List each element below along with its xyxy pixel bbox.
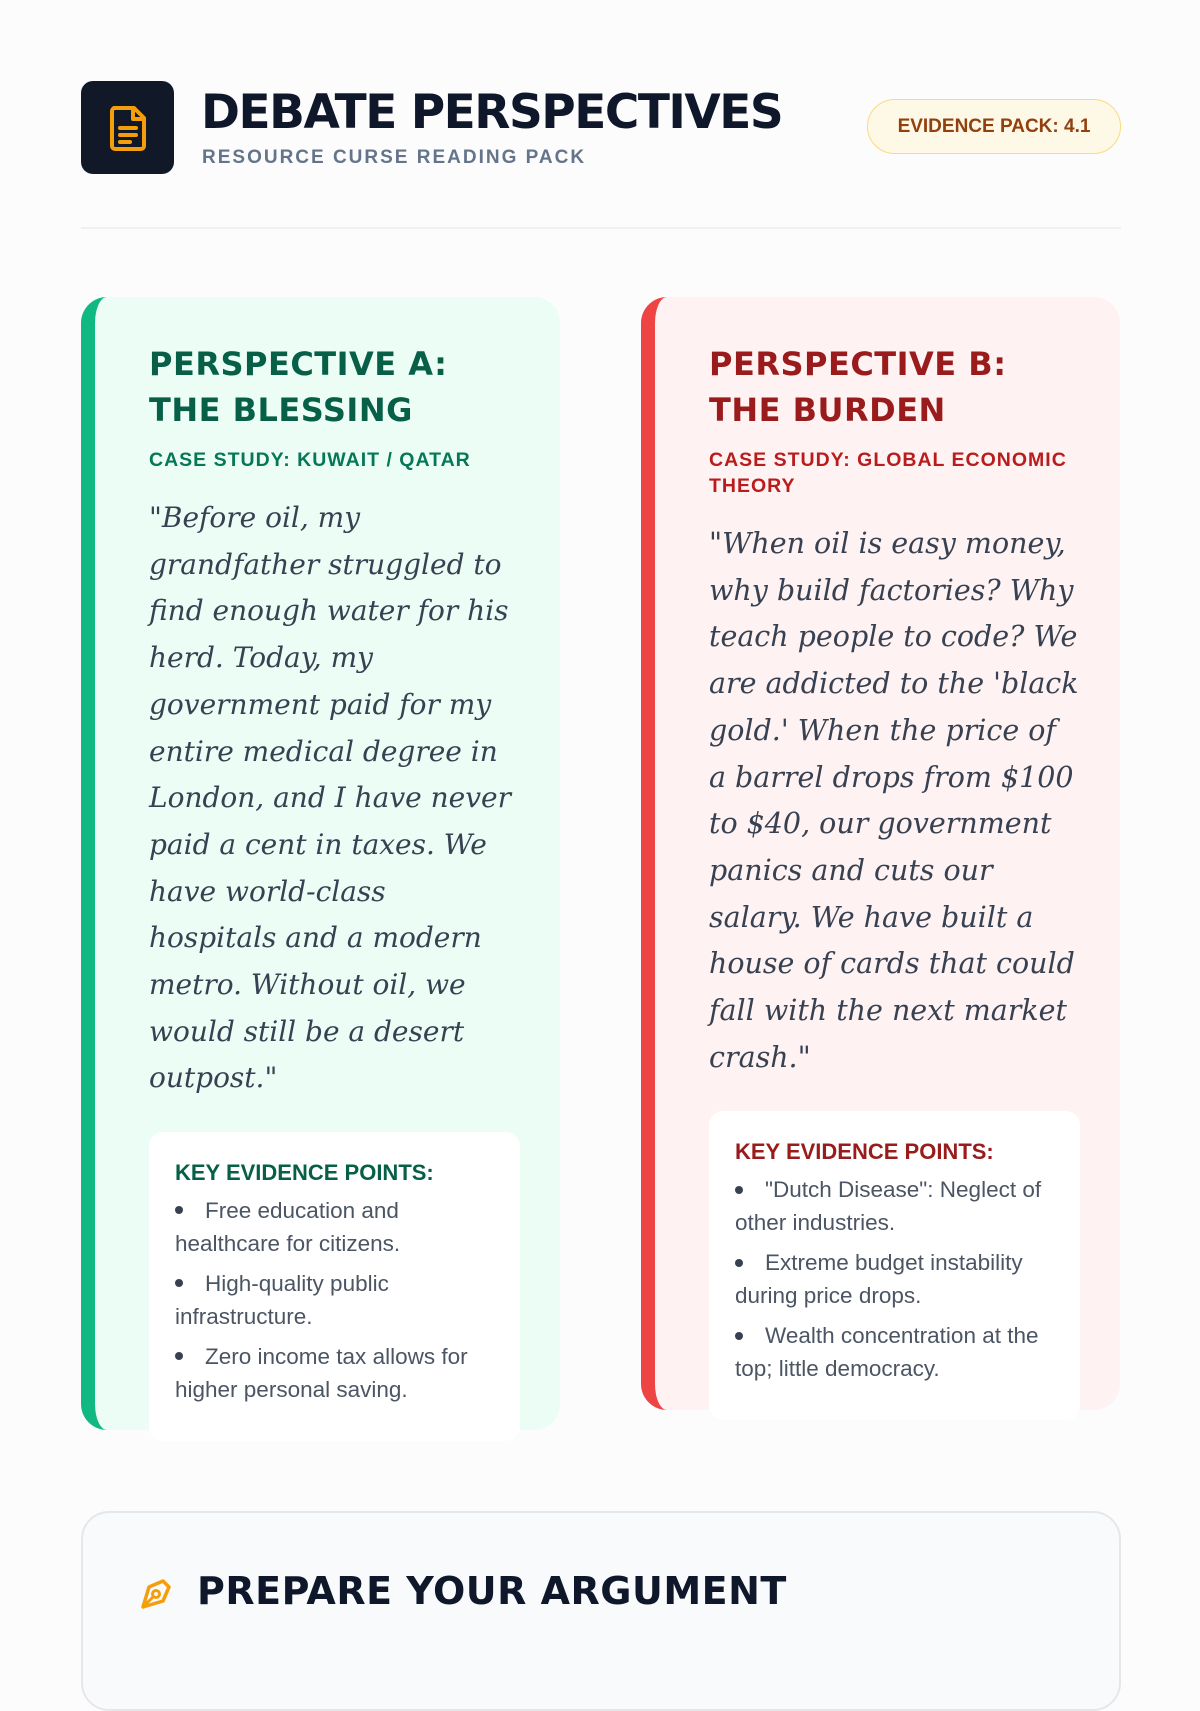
bullet-icon bbox=[175, 1352, 183, 1360]
section-title: PREPARE YOUR ARGUMENT bbox=[197, 1569, 787, 1613]
perspective-card-a bbox=[81, 297, 560, 1430]
evidence-item: Wealth concentration at the top; little democracy. bbox=[735, 1323, 1039, 1382]
evidence-box bbox=[149, 1132, 520, 1441]
evidence-box bbox=[709, 1111, 1080, 1420]
case-study-label: CASE STUDY: KUWAIT / QATAR bbox=[149, 449, 471, 471]
document-icon bbox=[106, 104, 150, 152]
page-title: DEBATE PERSPECTIVES bbox=[201, 85, 783, 140]
bullet-icon bbox=[175, 1206, 183, 1214]
bullet-icon bbox=[735, 1332, 743, 1340]
prepare-argument-section bbox=[81, 1511, 1121, 1711]
bullet-icon bbox=[735, 1259, 743, 1267]
evidence-item: Extreme budget instability during price drops. bbox=[735, 1250, 1023, 1309]
pen-nib-icon bbox=[137, 1573, 177, 1613]
page-subtitle: RESOURCE CURSE READING PACK bbox=[202, 147, 587, 168]
perspective-title: PERSPECTIVE A: THE BLESSING bbox=[149, 345, 448, 429]
logo bbox=[81, 81, 174, 174]
evidence-item: Free education and healthcare for citizens. bbox=[175, 1198, 401, 1257]
evidence-item: High-quality public infrastructure. bbox=[175, 1271, 389, 1330]
evidence-heading: KEY EVIDENCE POINTS: bbox=[735, 1139, 994, 1165]
perspective-quote: "When oil is easy money, why build factories? Why teach people to code? We are addicted to the 'black gold.' When the price of a barrel drops from $100 to $40, our government panics and cuts our salary. We have built a house of cards that could fall with the next market crash." bbox=[709, 527, 1079, 1074]
evidence-list bbox=[175, 1194, 494, 1406]
perspective-quote: "Before oil, my grandfather struggled to find enough water for his herd. Today, my government paid for my entire medical degree in London, and I have never paid a cent in taxes. We have world-class hospitals and a modern metro. Without oil, we would still be a desert outpost." bbox=[149, 501, 512, 1095]
evidence-item: Zero income tax allows for higher personal saving. bbox=[175, 1344, 468, 1403]
evidence-pack-badge: EVIDENCE PACK: 4.1 bbox=[867, 99, 1121, 154]
case-study-label: CASE STUDY: GLOBAL ECONOMIC THEORY bbox=[709, 449, 1067, 497]
perspective-card-b bbox=[641, 297, 1120, 1410]
evidence-item: "Dutch Disease": Neglect of other industries. bbox=[735, 1177, 1042, 1236]
perspective-title: PERSPECTIVE B: THE BURDEN bbox=[709, 345, 1007, 429]
divider bbox=[81, 227, 1121, 229]
header bbox=[81, 81, 1121, 174]
evidence-heading: KEY EVIDENCE POINTS: bbox=[175, 1160, 434, 1186]
evidence-list bbox=[735, 1173, 1054, 1385]
bullet-icon bbox=[735, 1186, 743, 1194]
bullet-icon bbox=[175, 1279, 183, 1287]
